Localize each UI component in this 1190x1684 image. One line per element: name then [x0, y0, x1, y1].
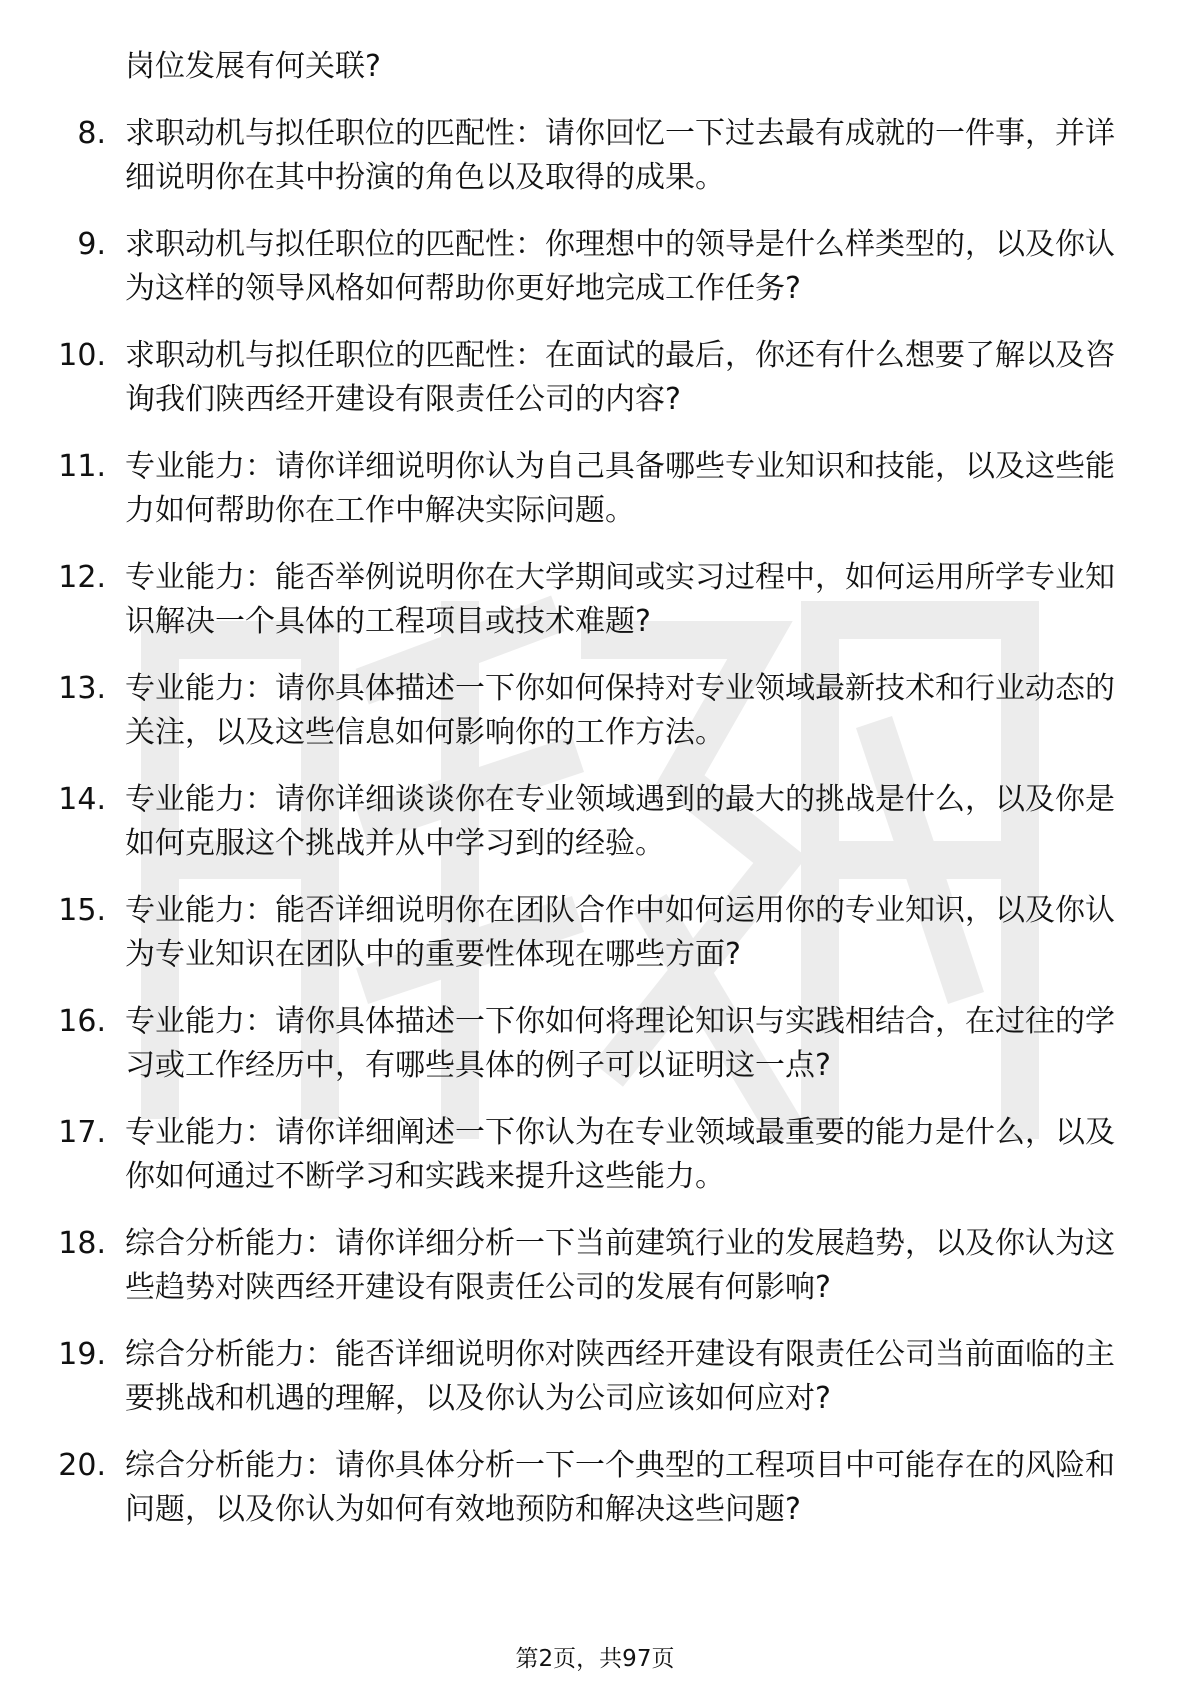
question-text: 专业能力：能否举例说明你在大学期间或实习过程中，如何运用所学专业知识解决一个具体的工程项目或技术难题? [125, 560, 1115, 639]
question-text: 综合分析能力：请你具体分析一下一个典型的工程项目中可能存在的风险和问题，以及你认为如何有效地预防和解决这些问题? [125, 1448, 1115, 1527]
continuation-paragraph [0, 45, 1190, 89]
question-number: 8. [77, 116, 106, 151]
question-text: 求职动机与拟任职位的匹配性：你理想中的领导是什么样类型的，以及你认为这样的领导风格如何帮助你更好地完成工作任务? [125, 227, 1115, 306]
question-number: 13. [58, 671, 106, 706]
question-text: 求职动机与拟任职位的匹配性：在面试的最后，你还有什么想要了解以及咨询我们陕西经开建设有限责任公司的内容? [125, 338, 1115, 417]
question-number: 20. [58, 1448, 106, 1483]
question-number: 15. [58, 893, 106, 928]
question-item [0, 778, 1190, 866]
question-item [0, 1000, 1190, 1088]
question-text: 专业能力：请你具体描述一下你如何保持对专业领域最新技术和行业动态的关注，以及这些信息如何影响你的工作方法。 [125, 671, 1115, 750]
question-number: 11. [58, 449, 106, 484]
question-item [0, 1444, 1190, 1532]
question-text: 专业能力：能否详细说明你在团队合作中如何运用你的专业知识，以及你认为专业知识在团队中的重要性体现在哪些方面? [125, 893, 1115, 972]
question-item [0, 1222, 1190, 1310]
question-text: 综合分析能力：能否详细说明你对陕西经开建设有限责任公司当前面临的主要挑战和机遇的理解，以及你认为公司应该如何应对? [125, 1337, 1115, 1416]
question-list [0, 45, 1190, 1555]
question-item [0, 1333, 1190, 1421]
question-number: 19. [58, 1337, 106, 1372]
question-text: 求职动机与拟任职位的匹配性：请你回忆一下过去最有成就的一件事，并详细说明你在其中扮演的角色以及取得的成果。 [125, 116, 1115, 195]
question-item [0, 334, 1190, 422]
question-number: 14. [58, 782, 106, 817]
question-number: 16. [58, 1004, 106, 1039]
question-item [0, 1111, 1190, 1199]
question-item [0, 667, 1190, 755]
question-text: 专业能力：请你详细谈谈你在专业领域遇到的最大的挑战是什么，以及你是如何克服这个挑战并从中学习到的经验。 [125, 782, 1115, 861]
question-number: 9. [77, 227, 106, 262]
question-item [0, 112, 1190, 200]
question-number: 12. [58, 560, 106, 595]
question-item [0, 889, 1190, 977]
question-number: 18. [58, 1226, 106, 1261]
question-number: 17. [58, 1115, 106, 1150]
page-footer: 第2页，共97页 [515, 1646, 675, 1672]
question-item [0, 223, 1190, 311]
question-number: 10. [58, 338, 106, 373]
question-text: 专业能力：请你具体描述一下你如何将理论知识与实践相结合，在过往的学习或工作经历中，有哪些具体的例子可以证明这一点? [125, 1004, 1115, 1083]
continuation-text: 岗位发展有何关联? [125, 49, 381, 84]
question-item [0, 445, 1190, 533]
question-text: 专业能力：请你详细说明你认为自己具备哪些专业知识和技能，以及这些能力如何帮助你在工作中解决实际问题。 [125, 449, 1115, 528]
question-item [0, 556, 1190, 644]
question-text: 专业能力：请你详细阐述一下你认为在专业领域最重要的能力是什么，以及你如何通过不断学习和实践来提升这些能力。 [125, 1115, 1115, 1194]
question-text: 综合分析能力：请你详细分析一下当前建筑行业的发展趋势，以及你认为这些趋势对陕西经开建设有限责任公司的发展有何影响? [125, 1226, 1115, 1305]
